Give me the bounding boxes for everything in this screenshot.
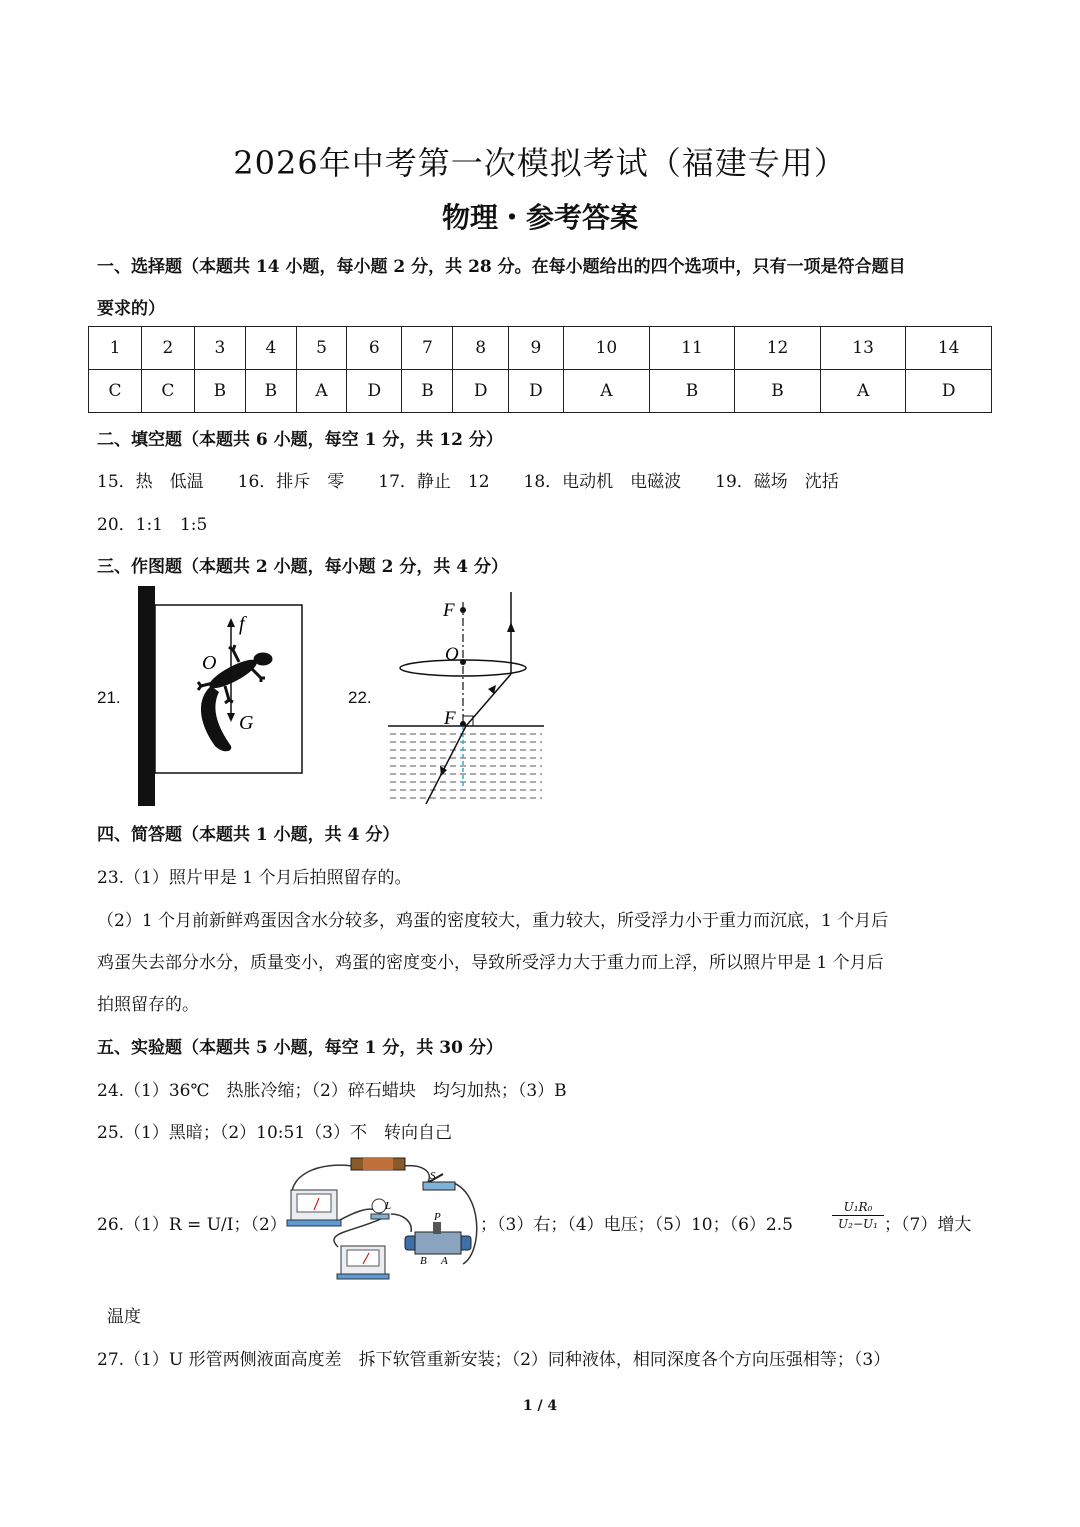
- table-cell: B: [194, 370, 245, 413]
- section2-answers-line2: 20．1:1 1:5: [97, 515, 208, 535]
- table-cell: A: [296, 370, 346, 413]
- water-surface: [388, 726, 544, 798]
- table-cell: D: [508, 370, 563, 413]
- q26-fraction: [832, 1200, 884, 1231]
- ammeter-icon: [287, 1190, 341, 1226]
- page-subtitle: 物理・参考答案: [441, 201, 638, 234]
- circuit-label-A: A: [441, 1255, 448, 1267]
- table-cell: 13: [820, 327, 906, 370]
- force-label-G: G: [239, 712, 254, 734]
- section1-heading-cont: 要求的）: [97, 299, 165, 319]
- table-cell: A: [564, 370, 650, 413]
- incident-ray: [426, 726, 466, 804]
- focus-label-top: F: [443, 600, 455, 621]
- table-cell: 1: [89, 327, 142, 370]
- focus-label-bottom: F: [444, 708, 456, 729]
- answer-table: [88, 326, 992, 413]
- q26-answer-prefix: 26.（1）R = U/I；（2）: [97, 1215, 287, 1235]
- voltmeter-icon: [337, 1246, 389, 1279]
- circuit-label-L: L: [385, 1200, 392, 1212]
- q26-answer-cont: 温度: [107, 1307, 141, 1327]
- section3-heading: 三、作图题（本题共 2 小题，每小题 2 分，共 4 分）: [97, 557, 508, 577]
- fraction-denominator: U₂−U₁: [838, 1217, 878, 1231]
- table-cell: C: [141, 370, 194, 413]
- table-cell: 2: [141, 327, 194, 370]
- rheostat-icon: [405, 1211, 471, 1267]
- table-cell: C: [89, 370, 142, 413]
- table-cell: B: [649, 370, 735, 413]
- page-number: 1 / 4: [522, 1398, 558, 1414]
- q27-answer: 27.（1）U 形管两侧液面高度差 拆下软管重新安装；（2）同种液体，相同深度各个方向压强相等；（3）: [97, 1350, 891, 1370]
- gecko-force-diagram: [135, 586, 310, 808]
- q23-line4: 拍照留存的。: [97, 995, 199, 1015]
- table-cell: 6: [347, 327, 402, 370]
- q23-line2: （2）1 个月前新鲜鸡蛋因含水分较多，鸡蛋的密度较大，重力较大，所受浮力小于重力而沉底，1 个月后: [97, 911, 889, 931]
- force-label-f: f: [239, 613, 245, 635]
- q26-answer-suffix: ；（3）右；（4）电压；（5）10；（6）2.5: [480, 1215, 793, 1235]
- table-cell: D: [453, 370, 508, 413]
- q25-answer: 25.（1）黑暗；（2）10:51（3）不 转向自己: [97, 1123, 452, 1143]
- table-cell: 12: [735, 327, 821, 370]
- table-cell: 9: [508, 327, 563, 370]
- table-cell: D: [347, 370, 402, 413]
- section5-heading: 五、实验题（本题共 5 小题，每空 1 分，共 30 分）: [97, 1038, 503, 1058]
- section2-answers-line1: 15．热 低温 16．排斥 零 17．静止 12 18．电动机 电磁波 19．磁场 沈括: [97, 472, 839, 492]
- circuit-label-S: S: [430, 1170, 436, 1182]
- table-cell: B: [402, 370, 453, 413]
- table-row-answers: [89, 370, 992, 413]
- fig21-label: 21.: [97, 688, 121, 707]
- table-cell: 8: [453, 327, 508, 370]
- table-cell: 3: [194, 327, 245, 370]
- circuit-label-B: B: [420, 1255, 427, 1267]
- refracted-ray: [466, 674, 511, 726]
- circuit-diagram: [283, 1152, 493, 1284]
- center-label-O: O: [445, 644, 459, 665]
- table-row-numbers: [89, 327, 992, 370]
- table-cell: 11: [649, 327, 735, 370]
- table-cell: 7: [402, 327, 453, 370]
- section1-heading: 一、选择题（本题共 14 小题，每小题 2 分，共 28 分。在每小题给出的四个选项中，只有一项是符合题目: [97, 257, 906, 277]
- table-cell: 10: [564, 327, 650, 370]
- battery-icon: [351, 1158, 405, 1170]
- table-cell: 14: [906, 327, 992, 370]
- wall: [138, 586, 155, 806]
- table-cell: D: [906, 370, 992, 413]
- point-label-O: O: [202, 652, 217, 674]
- circuit-label-P: P: [434, 1211, 441, 1223]
- lens-refraction-diagram: [386, 592, 546, 806]
- q26-answer-end: ；（7）增大: [884, 1215, 972, 1235]
- table-cell: 4: [245, 327, 296, 370]
- table-cell: B: [245, 370, 296, 413]
- bulb-icon: [371, 1199, 391, 1219]
- table-cell: B: [735, 370, 821, 413]
- section4-heading: 四、简答题（本题共 1 小题，共 4 分）: [97, 825, 400, 845]
- focus-point-top: [460, 607, 466, 613]
- q23-line3: 鸡蛋失去部分水分，质量变小，鸡蛋的密度变小，导致所受浮力大于重力而上浮，所以照片甲是 1 个月后: [97, 953, 884, 973]
- table-cell: 5: [296, 327, 346, 370]
- table-cell: A: [820, 370, 906, 413]
- q24-answer: 24.（1）36℃ 热胀冷缩；（2）碎石蜡块 均匀加热；（3）B: [97, 1081, 567, 1101]
- section2-heading: 二、填空题（本题共 6 小题，每空 1 分，共 12 分）: [97, 430, 503, 450]
- fraction-numerator: U₁R₀: [832, 1200, 884, 1216]
- fig22-label: 22.: [348, 688, 372, 707]
- page-title: 2026年中考第一次模拟考试（福建专用）: [233, 144, 847, 182]
- q23-line1: 23.（1）照片甲是 1 个月后拍照留存的。: [97, 868, 412, 888]
